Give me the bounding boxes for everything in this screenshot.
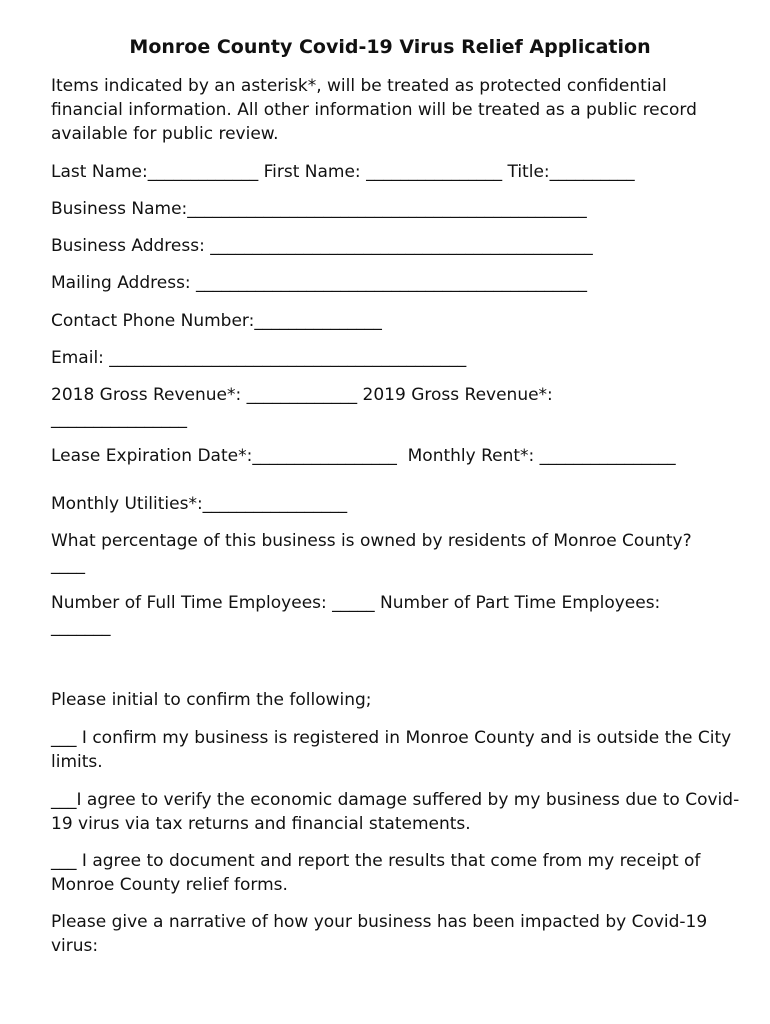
mailing-address-field[interactable]: Mailing Address: ______________________________________________ [51,273,588,293]
name-fields[interactable]: Last Name:_____________ First Name: ________________ Title:__________ [51,162,635,182]
business-address-field[interactable]: Business Address: _____________________________________________ [51,236,593,256]
utilities-field[interactable]: Monthly Utilities*:_________________ [51,494,348,514]
business-name-field[interactable]: Business Name:_______________________________________________ [51,199,587,219]
part-time-employees-blank[interactable]: _______ [51,617,111,637]
employees-fields[interactable]: Number of Full Time Employees: _____ Number of Part Time Employees: [51,593,661,613]
intro-paragraph: Items indicated by an asterisk*, will be treated as protected confidential financial information. All other information will be treated as a public record available for public review. [51,76,697,144]
confirm-item-registered[interactable]: ___ I confirm my business is registered in Monroe County and is outside the City limits. [51,728,732,772]
page-title: Monroe County Covid-19 Virus Relief Application [129,36,651,58]
gross-revenue-2019-blank[interactable]: ________________ [51,409,187,429]
contact-phone-field[interactable]: Contact Phone Number:_______________ [51,311,382,331]
narrative-prompt: Please give a narrative of how your business has been impacted by Covid-19 virus: [51,912,708,956]
confirm-item-document[interactable]: ___ I agree to document and report the results that come from my receipt of Monroe County relief forms. [51,851,701,895]
ownership-question: What percentage of this business is owned by residents of Monroe County? [51,531,692,551]
email-field[interactable]: Email: __________________________________________ [51,348,467,368]
gross-revenue-fields[interactable]: 2018 Gross Revenue*: _____________ 2019 Gross Revenue*: [51,385,553,405]
confirm-heading: Please initial to confirm the following; [51,690,372,710]
ownership-blank[interactable]: ____ [51,555,85,575]
confirm-item-verify[interactable]: ___I agree to verify the economic damage suffered by my business due to Covid-19 virus via tax returns and financial statements. [51,790,740,834]
lease-rent-fields[interactable]: Lease Expiration Date*:_________________ Monthly Rent*: ________________ [51,446,676,466]
